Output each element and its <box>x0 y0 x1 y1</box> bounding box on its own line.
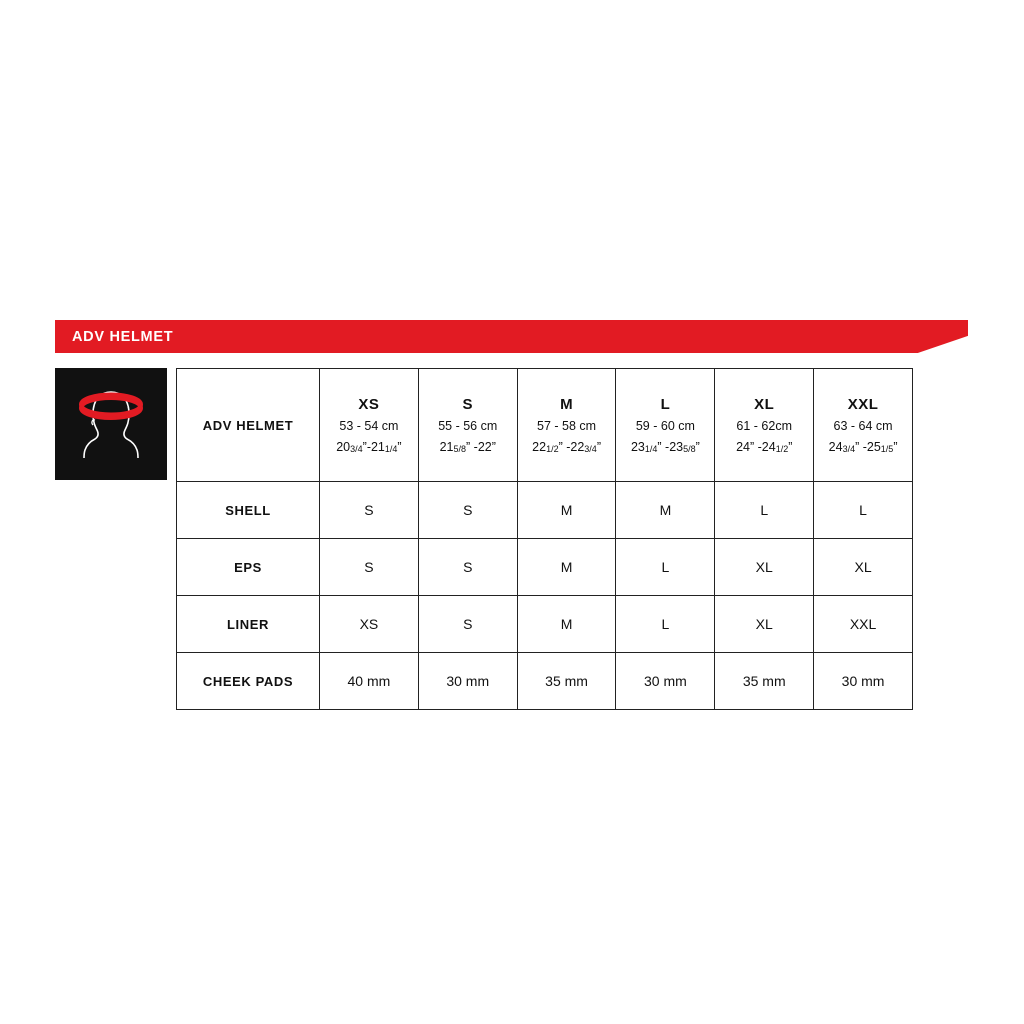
banner-background <box>55 320 968 353</box>
header-cm: 57 - 58 cm <box>537 419 597 434</box>
header-cm: 53 - 54 cm <box>339 419 399 434</box>
table-row <box>177 653 913 710</box>
header-cell-xs <box>320 369 419 482</box>
header-size: L <box>660 396 671 413</box>
table-cell: M <box>517 482 616 539</box>
table-cell: 35 mm <box>715 653 814 710</box>
header-cell-l <box>616 369 715 482</box>
header-inch: 215/8” -22” <box>439 439 496 455</box>
table-cell: M <box>517 596 616 653</box>
table-cell: S <box>320 482 419 539</box>
table-cell: M <box>616 482 715 539</box>
row-label-header: ADV HELMET <box>177 369 320 482</box>
table-cell: L <box>814 482 913 539</box>
table-cell: 40 mm <box>320 653 419 710</box>
header-size: S <box>462 396 473 413</box>
header-cell-s <box>418 369 517 482</box>
header-cm: 61 - 62cm <box>736 419 793 434</box>
header-cell-xl <box>715 369 814 482</box>
table-cell: M <box>517 539 616 596</box>
table-cell: XXL <box>814 596 913 653</box>
header-inch: 24” -241/2” <box>736 439 793 455</box>
size-chart-table <box>176 368 913 710</box>
table-row <box>177 539 913 596</box>
header-size: M <box>560 396 574 413</box>
header-cell-xxl <box>814 369 913 482</box>
table-cell: S <box>320 539 419 596</box>
header-cm: 55 - 56 cm <box>438 419 498 434</box>
head-measure-icon <box>55 368 167 480</box>
table-cell: 30 mm <box>418 653 517 710</box>
header-size: XS <box>358 396 380 413</box>
table-cell: 35 mm <box>517 653 616 710</box>
row-label: LINER <box>177 596 320 653</box>
table-cell: XS <box>320 596 419 653</box>
table-cell: L <box>616 539 715 596</box>
table-row <box>177 596 913 653</box>
table-cell: S <box>418 596 517 653</box>
header-cm: 63 - 64 cm <box>833 419 893 434</box>
row-label: SHELL <box>177 482 320 539</box>
header-cell-m <box>517 369 616 482</box>
header-size: XXL <box>847 396 879 413</box>
table-cell: L <box>715 482 814 539</box>
table-header-row <box>177 369 913 482</box>
table-cell: S <box>418 539 517 596</box>
banner-title: ADV HELMET <box>72 328 174 345</box>
table-cell: L <box>616 596 715 653</box>
table-cell: 30 mm <box>814 653 913 710</box>
table-cell: 30 mm <box>616 653 715 710</box>
header-inch: 231/4” -235/8” <box>630 439 700 455</box>
table-cell: XL <box>715 539 814 596</box>
header-inch: 243/4” -251/5” <box>828 439 898 455</box>
header-cm: 59 - 60 cm <box>635 419 695 434</box>
table-cell: S <box>418 482 517 539</box>
table-row <box>177 482 913 539</box>
header-inch: 221/2” -223/4” <box>532 439 601 455</box>
header-size: XL <box>754 396 775 413</box>
section-banner <box>55 320 968 353</box>
row-label: CHEEK PADS <box>177 653 320 710</box>
header-inch: 203/4”-211/4” <box>336 439 402 455</box>
table-cell: XL <box>715 596 814 653</box>
row-label: EPS <box>177 539 320 596</box>
table-cell: XL <box>814 539 913 596</box>
